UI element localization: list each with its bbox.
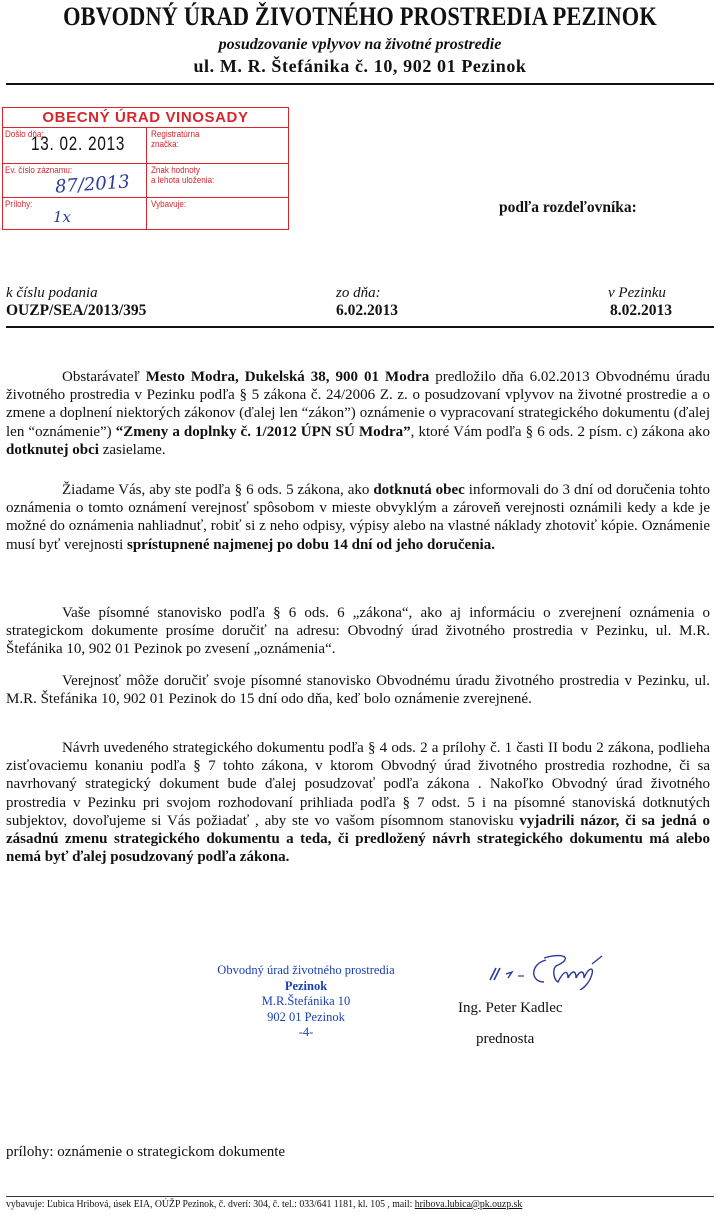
text: Žiadame Vás, aby ste podľa § 6 ods. 5 zákona, ako xyxy=(62,482,374,498)
document-name: “Zmeny a doplnky č. 1/2012 ÚPN SÚ Modra” xyxy=(115,423,411,440)
paragraph-3 xyxy=(6,604,710,659)
signature-icon xyxy=(484,950,624,990)
received-label: Došlo dňa: xyxy=(5,129,44,140)
attachments-label: Prílohy: xyxy=(5,199,33,210)
office-subtitle: posudzovanie vplyvov na životné prostredie xyxy=(218,36,502,53)
text: Návrh uvedeného strategického dokumentu podľa § 4 ods. 2 a prílohy č. 1 časti II bodu 2 zákona, podlieha zisťovaciemu konaniu podľa § 7 tohto zákona, v ktorom Obvodný úrad životného prostredia rozhodne, či sa navrhovaný strategický dokument bude ďalej posudzovať podľa zákona . Nakoľko Obvodný úrad životného prostredia v Pezinku pri svojom rozhodovaní prihliada podľa § 7 odst. 5 i na písomné stanoviská dotknutých subjektov, dovoľujeme si Vás požiadať , aby ste vo vašom písomnom stanovisku xyxy=(6,740,710,829)
text: predložilo dňa 6.02.2013 Obvodnému úradu životného prostredia v Pezinku podľa § 5 zákona č. 24/2006 Z. z. o posudzovaní vplyvov na životné prostredie a o zmene a doplnení niektorých zákonov (ďalej len “zákon”) oznámenie o vypracovaní strategického dokumentu (ďalej len “oznámenie”) xyxy=(6,369,710,440)
registry-label: Registratúrna xyxy=(151,129,200,140)
received-date: 13. 02. 2013 xyxy=(31,134,126,155)
place-label: v Pezinku xyxy=(608,285,666,301)
paragraph-1 xyxy=(6,368,710,459)
submission-number: OUZP/SEA/2013/395 xyxy=(6,302,147,319)
attachments-value: 1x xyxy=(53,208,72,226)
office-stamp-line: Pezinok xyxy=(284,978,328,993)
footer-divider xyxy=(6,1196,714,1197)
text: , ktoré Vám podľa § 6 ods. 2 písm. c) zákona ako xyxy=(410,423,710,440)
text: Obstarávateľ xyxy=(62,369,146,385)
submission-date: 6.02.2013 xyxy=(336,302,398,319)
emphasis: dotknutej obci xyxy=(6,441,99,458)
submission-label: k číslu podania xyxy=(6,285,98,301)
office-stamp xyxy=(196,963,416,1041)
handled-by-label: Vybavuje: xyxy=(151,199,187,210)
date-label: zo dňa: xyxy=(336,285,381,301)
recipient: podľa rozdeľovníka: xyxy=(499,199,637,216)
email-link[interactable]: hribova.lubica@pk.ouzp.sk xyxy=(414,1199,523,1210)
office-stamp-line: M.R.Štefánika 10 xyxy=(261,994,351,1008)
signer-role: prednosta xyxy=(476,1031,535,1047)
stamp-title: OBECNÝ ÚRAD VINOSADY xyxy=(42,109,249,126)
record-number-label: Ev. číslo záznamu: xyxy=(5,165,73,176)
text: informovali do 3 dní od doručenia tohto oznámenia o tomto oznámení verejnosť spôsobom v mieste obvyklým a zároveň verejnosti oznámili kedy a kde je možné do oznámenia nahliadnuť, robiť si z neho odpisy, výpisy alebo na vlastné náklady zhotoviť kópie. Oznámenie musí byť verejnosti xyxy=(6,482,710,553)
emphasis: vyjadrili názor, či sa jedná o zásadnú zmenu strategického dokumentu a teda, či predložený návrh strategického dokumentu má alebo nemá byť ďalej posudzovaný podľa zákona. xyxy=(6,812,710,866)
footer-contact xyxy=(6,1199,668,1210)
registry-label-2: značka: xyxy=(151,139,179,150)
letter-date: 8.02.2013 xyxy=(610,302,672,319)
office-stamp-line: -4- xyxy=(298,1025,314,1039)
office-title: OBVODNÝ ÚRAD ŽIVOTNÉHO PROSTREDIA PEZINOK xyxy=(63,2,657,31)
text: zasielame. xyxy=(98,441,166,458)
office-stamp-line: Obvodný úrad životného prostredia xyxy=(217,963,395,977)
paragraph-4 xyxy=(6,672,710,708)
emphasis: dotknutá obec xyxy=(373,482,465,498)
footer-text: vybavuje: Ľubica Hribová, úsek EIA, OÚŽP Pezinok, č. dverí: 304, č. tel.: 033/641 1181, kl. 105 , mail: xyxy=(6,1199,415,1210)
registry-stamp xyxy=(2,107,289,230)
paragraph-5 xyxy=(6,739,710,866)
value-label-2: a lehota uloženia: xyxy=(151,175,215,186)
office-stamp-line: 902 01 Pezinok xyxy=(267,1009,345,1024)
attachments-note: prílohy: oznámenie o strategickom dokumente xyxy=(6,1144,286,1160)
value-label: Znak hodnoty xyxy=(151,165,200,176)
stamp-divider xyxy=(146,128,147,229)
applicant: Mesto Modra, Dukelská 38, 900 01 Modra xyxy=(145,369,430,385)
paragraph-2 xyxy=(6,481,710,554)
text: Verejnosť môže doručiť svoje písomné stanovisko Obvodnému úradu životného prostredia v Pezinku, ul. M.R. Štefánika 10, 902 01 Pezinok do 15 dní odo dňa, keď bolo oznámenie zverejnené. xyxy=(6,673,710,708)
signer-name: Ing. Peter Kadlec xyxy=(458,1000,563,1016)
header-divider xyxy=(6,83,714,85)
text: Vaše písomné stanovisko podľa § 6 ods. 6 „zákona“, ako aj informáciu o zverejnení oznámenia o strategickom dokumente prosíme doručiť na adresu: Obvodný úrad životného prostredia v Pezinku, ul. M.R. Štefánika 10, 902 01 Pezinok po zvesení „oznámenia“. xyxy=(6,605,710,658)
reference-divider xyxy=(6,326,714,328)
office-address: ul. M. R. Štefánika č. 10, 902 01 Pezinok xyxy=(193,56,527,76)
emphasis: sprístupnené najmenej po dobu 14 dní od jeho doručenia. xyxy=(126,536,495,553)
record-number-value: 87/2013 xyxy=(54,171,131,198)
